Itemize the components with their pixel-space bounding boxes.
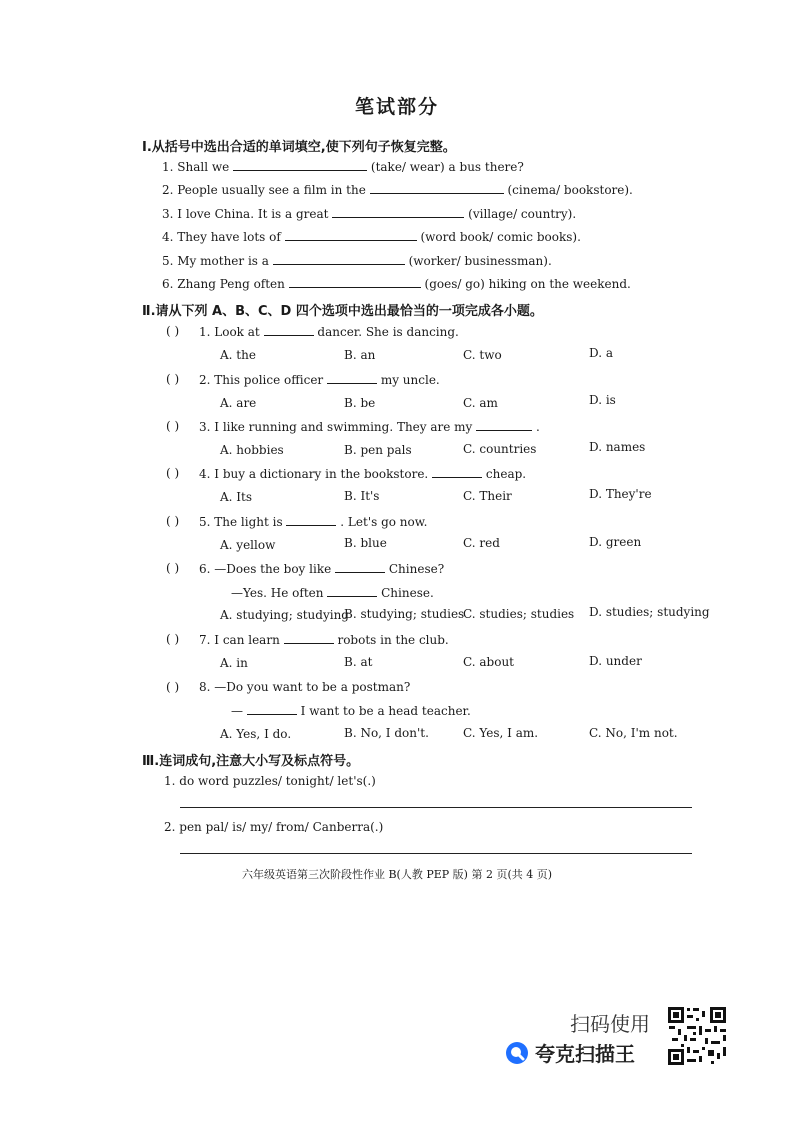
question-text-after: robots in the club. [337,633,449,647]
page-footer: 六年级英语第三次阶段性作业 B(人教 PEP 版) 第 2 页(共 4 页) [241,868,553,881]
fill-item-1 [162,159,524,174]
option-2d[interactable]: D. is [589,393,616,407]
fill-item-2 [162,182,633,197]
option-6a[interactable]: A. studying; studying [220,608,349,622]
option-7a[interactable]: A. in [220,656,248,670]
option-7c[interactable]: C. about [463,655,514,669]
fill-item-5-options: (worker/ businessman). [408,254,552,268]
option-4d[interactable]: D. They're [589,487,652,501]
answer-paren-4[interactable]: ( ) [166,466,180,480]
question-text-after: my uncle. [380,373,440,387]
answer-line-2[interactable] [180,853,692,854]
qr-code-icon[interactable] [667,1006,727,1066]
scan-to-use-label: 扫码使用 [570,1012,650,1036]
question-blank [264,324,314,336]
section-3-heading: Ⅲ.连词成句,注意大小写及标点符号。 [142,754,360,769]
section-1-heading: Ⅰ.从括号中选出合适的单词填空,使下列句子恢复完整。 [142,140,456,155]
fill-item-6-text: 6. Zhang Peng often [162,277,285,291]
question-text: 4. I buy a dictionary in the bookstore. [199,467,429,481]
choice-question-3 [199,419,540,434]
choice-question-5 [199,514,427,529]
question-blank [286,514,336,526]
question-text: 2. This police officer [199,373,324,387]
option-6d[interactable]: D. studies; studying [589,605,710,619]
fill-item-3-options: (village/ country). [468,207,577,221]
fill-item-1-text: 1. Shall we [162,160,230,174]
scanner-brand-name: 夸克扫描王 [535,1042,635,1066]
question-blank [327,372,377,384]
option-5c[interactable]: C. red [463,536,500,550]
reply-blank [247,703,297,715]
choice-question-6-reply [231,585,434,600]
option-1c[interactable]: C. two [463,348,502,362]
sentence-item-1: 1. do word puzzles/ tonight/ let's(.) [164,774,376,788]
choice-question-8 [199,680,410,694]
fill-item-1-options: (take/ wear) a bus there? [370,160,524,174]
fill-item-6 [162,276,631,291]
option-4b[interactable]: B. It's [344,489,380,503]
fill-item-2-options: (cinema/ bookstore). [507,183,633,197]
option-2c[interactable]: C. am [463,396,498,410]
option-5b[interactable]: B. blue [344,536,387,550]
sentence-item-2: 2. pen pal/ is/ my/ from/ Canberra(.) [164,820,384,834]
fill-item-4-options: (word book/ comic books). [420,230,581,244]
fill-blank-2[interactable] [370,182,504,194]
question-text: 1. Look at [199,325,260,339]
reply-text-after: Chinese. [381,586,434,600]
fill-item-3-text: 3. I love China. It is a great [162,207,329,221]
choice-question-6 [199,561,444,576]
fill-blank-6[interactable] [289,276,421,288]
reply-blank [327,585,377,597]
fill-blank-3[interactable] [332,206,464,218]
question-text-after: cheap. [485,467,527,481]
question-text: 5. The light is [199,515,283,529]
option-1b[interactable]: B. an [344,348,376,362]
option-1d[interactable]: D. a [589,346,613,360]
option-5a[interactable]: A. yellow [220,538,276,552]
question-text-after: . Let's go now. [340,515,428,529]
option-8a[interactable]: A. Yes, I do. [220,727,292,741]
question-blank [335,561,385,573]
answer-paren-2[interactable]: ( ) [166,372,180,386]
fill-item-5-text: 5. My mother is a [162,254,269,268]
answer-paren-7[interactable]: ( ) [166,632,180,646]
section-2-heading: Ⅱ.请从下列 A、B、C、D 四个选项中选出最恰当的一项完成各小题。 [142,304,543,319]
choice-question-1 [199,324,459,339]
option-3a[interactable]: A. hobbies [220,443,284,457]
question-blank [284,632,334,644]
choice-question-4 [199,466,526,481]
scanner-logo-icon [505,1041,529,1065]
question-text: 3. I like running and swimming. They are my [199,420,473,434]
option-6c[interactable]: C. studies; studies [463,607,575,621]
choice-question-8-reply [231,703,471,718]
answer-paren-1[interactable]: ( ) [166,324,180,338]
choice-question-2 [199,372,440,387]
fill-item-6-options: (goes/ go) hiking on the weekend. [424,277,631,291]
answer-line-1[interactable] [180,807,692,808]
question-text: 8. —Do you want to be a postman? [199,680,411,694]
question-blank [432,466,482,478]
choice-question-7 [199,632,449,647]
option-8b[interactable]: B. No, I don't. [344,726,429,740]
reply-text: —Yes. He often [231,586,324,600]
question-text-after: . [536,420,540,434]
page-title: 笔试部分 [354,96,439,118]
option-6b[interactable]: B. studying; studies [344,607,465,621]
fill-blank-5[interactable] [273,253,405,265]
question-text-after: dancer. She is dancing. [317,325,459,339]
fill-blank-1[interactable] [233,159,367,171]
answer-paren-8[interactable]: ( ) [166,680,180,694]
option-8d[interactable]: C. No, I'm not. [589,726,678,740]
fill-item-5 [162,253,552,268]
question-text: 6. —Does the boy like [199,562,332,576]
question-text-after: Chinese? [388,562,445,576]
fill-blank-4[interactable] [285,229,417,241]
option-3c[interactable]: C. countries [463,442,537,456]
option-7b[interactable]: B. at [344,655,373,669]
option-3d[interactable]: D. names [589,440,646,454]
answer-paren-3[interactable]: ( ) [166,419,180,433]
option-5d[interactable]: D. green [589,535,642,549]
reply-text-after: I want to be a head teacher. [300,704,471,718]
question-blank [476,419,532,431]
option-8c[interactable]: C. Yes, I am. [463,726,539,740]
answer-paren-6[interactable]: ( ) [166,561,180,575]
option-3b[interactable]: B. pen pals [344,443,412,457]
fill-item-4 [162,229,581,244]
option-4c[interactable]: C. Their [463,489,512,503]
option-1a[interactable]: A. the [220,348,256,362]
option-4a[interactable]: A. Its [220,490,253,504]
option-2a[interactable]: A. are [220,396,257,410]
fill-item-2-text: 2. People usually see a film in the [162,183,366,197]
reply-dash: — [231,704,243,718]
fill-item-4-text: 4. They have lots of [162,230,281,244]
option-7d[interactable]: D. under [589,654,642,668]
option-2b[interactable]: B. be [344,396,376,410]
question-text: 7. I can learn [199,633,280,647]
answer-paren-5[interactable]: ( ) [166,514,180,528]
fill-item-3 [162,206,576,221]
scanner-brand [505,1038,635,1067]
